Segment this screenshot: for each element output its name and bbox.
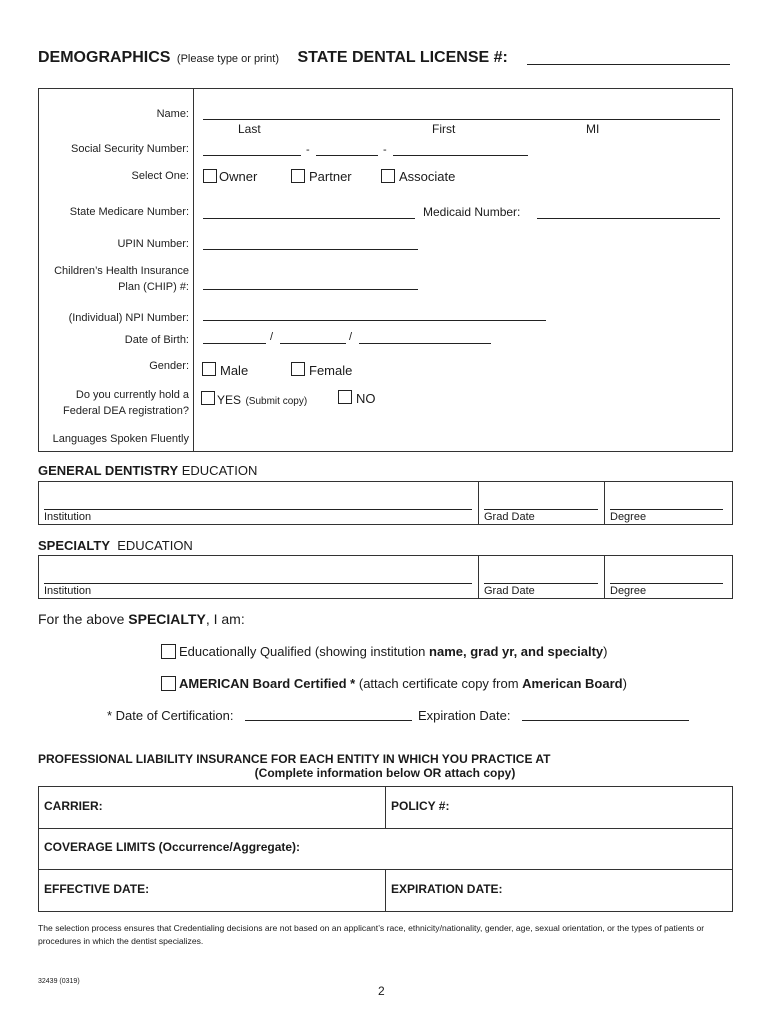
dea-label-line1: Do you currently hold a <box>75 389 189 401</box>
specialty-institution-caption: Institution <box>44 585 92 597</box>
dob-label: Date of Birth: <box>124 334 189 346</box>
name-last-caption: Last <box>238 122 261 136</box>
specialty-intro-bold: SPECIALTY <box>128 611 206 627</box>
specialty-education-table <box>38 555 733 599</box>
specialty-grad-date-field[interactable] <box>484 583 598 584</box>
ssn-separator-1: - <box>306 144 310 156</box>
select-one-label: Select One: <box>131 170 189 182</box>
effective-date-field[interactable]: EFFECTIVE DATE: <box>44 882 150 896</box>
name-mi-caption: MI <box>586 122 600 136</box>
dea-no-label: NO <box>356 391 376 406</box>
coverage-limits-field[interactable]: COVERAGE LIMITS (Occurrence/Aggregate): <box>44 840 301 854</box>
general-education-heading <box>38 463 257 478</box>
specialty-intro <box>38 611 245 627</box>
dea-yes-checkbox[interactable] <box>201 391 215 405</box>
name-label: Name: <box>156 108 189 120</box>
chip-field[interactable] <box>203 289 418 290</box>
male-checkbox[interactable] <box>202 362 216 376</box>
general-institution-caption: Institution <box>44 511 92 523</box>
female-checkbox[interactable] <box>291 362 305 376</box>
dea-yes-note: (Submit copy) <box>245 396 308 407</box>
board-bold: AMERICAN Board Certified * <box>179 676 356 691</box>
expiration-date-field[interactable]: EXPIRATION DATE: <box>391 882 503 896</box>
npi-field[interactable] <box>203 320 546 321</box>
dea-yes-label: YES <box>217 393 242 407</box>
specialty-education-heading <box>38 538 193 553</box>
general-degree-caption: Degree <box>610 511 647 523</box>
cert-expiration-field[interactable] <box>522 720 689 721</box>
edu-qual-pre: Educationally Qualified (showing institution <box>179 644 430 659</box>
board-post: ) <box>622 676 627 691</box>
ssn-segment-2[interactable] <box>316 155 378 156</box>
specialty-education-title-bold: SPECIALTY <box>38 538 110 553</box>
ssn-segment-1[interactable] <box>203 155 301 156</box>
specialty-education-title-rest: EDUCATION <box>110 538 193 553</box>
dob-day-field[interactable] <box>280 343 346 344</box>
ssn-label: Social Security Number: <box>71 143 189 155</box>
carrier-field[interactable]: CARRIER: <box>44 799 103 813</box>
general-education-title-rest: EDUCATION <box>178 463 258 478</box>
label-column <box>39 89 189 451</box>
insurance-col-divider-top <box>385 787 386 828</box>
insurance-table <box>38 786 733 912</box>
female-label: Female <box>309 363 353 378</box>
dea-no-checkbox[interactable] <box>338 390 352 404</box>
general-education-table <box>38 481 733 525</box>
page-header <box>38 49 508 67</box>
specialty-col-divider-2 <box>604 556 605 598</box>
specialty-institution-field[interactable] <box>44 583 472 584</box>
license-field[interactable] <box>527 64 730 65</box>
owner-label: Owner <box>219 169 258 184</box>
specialty-degree-caption: Degree <box>610 585 647 597</box>
specialty-intro-pre: For the above <box>38 611 129 627</box>
page-title: DEMOGRAPHICS <box>38 49 171 66</box>
edu-qual-bold: name, grad yr, and specialty <box>429 644 604 659</box>
dob-month-field[interactable] <box>203 343 266 344</box>
board-certified-label <box>179 676 627 691</box>
dob-separator-1: / <box>270 331 274 343</box>
label-column-divider <box>193 89 194 451</box>
board-mid: (attach certificate copy from <box>355 676 523 691</box>
medicare-field[interactable] <box>203 218 415 219</box>
demographics-box <box>38 88 733 452</box>
license-label: STATE DENTAL LICENSE #: <box>297 49 508 66</box>
dea-label-line2: Federal DEA registration? <box>63 405 189 417</box>
general-grad-date-caption: Grad Date <box>484 511 535 523</box>
associate-checkbox[interactable] <box>381 169 395 183</box>
board-certified-checkbox[interactable] <box>161 676 176 691</box>
upin-label: UPIN Number: <box>117 238 189 250</box>
associate-label: Associate <box>399 169 456 184</box>
policy-number-field[interactable]: POLICY #: <box>391 799 450 813</box>
ssn-separator-2: - <box>383 144 387 156</box>
medicare-label: State Medicare Number: <box>69 206 189 218</box>
name-first-caption: First <box>432 122 456 136</box>
cert-expiration-label: Expiration Date: <box>418 708 511 723</box>
medicaid-label: Medicaid Number: <box>423 205 521 219</box>
specialty-degree-field[interactable] <box>610 583 723 584</box>
general-degree-field[interactable] <box>610 509 723 510</box>
insurance-subtitle: (Complete information below OR attach copy) <box>254 766 516 780</box>
edu-qual-post: ) <box>603 644 608 659</box>
gender-label: Gender: <box>149 360 189 372</box>
educationally-qualified-checkbox[interactable] <box>161 644 176 659</box>
insurance-col-divider-bottom <box>385 869 386 911</box>
partner-label: Partner <box>309 169 352 184</box>
name-field[interactable] <box>203 119 720 120</box>
ssn-segment-3[interactable] <box>393 155 528 156</box>
specialty-intro-post: , I am: <box>205 611 245 627</box>
board-bold2: American Board <box>522 676 623 691</box>
disclaimer-text: The selection process ensures that Credentialing decisions are not based on an applicant’s race, ethnicity/nationality, gender, age, sexual orientation, or the types of patients or procedures in which the dentist specializes. <box>38 923 705 946</box>
dob-separator-2: / <box>349 331 353 343</box>
male-label: Male <box>220 363 249 378</box>
dob-year-field[interactable] <box>359 343 491 344</box>
general-education-title-bold: GENERAL DENTISTRY <box>38 463 179 478</box>
form-code: 32439 (0319) <box>38 978 80 985</box>
date-of-certification-label: * Date of Certification: <box>107 708 234 723</box>
dea-yes-option <box>217 391 307 409</box>
chip-label-line1: Children’s Health Insurance <box>54 265 189 277</box>
educationally-qualified-label <box>179 644 608 659</box>
insurance-title: PROFESSIONAL LIABILITY INSURANCE FOR EACH ENTITY IN WHICH YOU PRACTICE AT <box>38 752 551 766</box>
languages-label: Languages Spoken Fluently <box>52 433 189 445</box>
upin-field[interactable] <box>203 249 418 250</box>
general-col-divider-1 <box>478 482 479 524</box>
page-number: 2 <box>378 984 385 998</box>
chip-label-line2: Plan (CHIP) #: <box>118 281 189 293</box>
general-grad-date-field[interactable] <box>484 509 598 510</box>
insurance-row-divider-1 <box>39 828 732 829</box>
npi-label: (Individual) NPI Number: <box>68 312 189 324</box>
general-institution-field[interactable] <box>44 509 472 510</box>
owner-checkbox[interactable] <box>203 169 217 183</box>
specialty-col-divider-1 <box>478 556 479 598</box>
medicaid-field[interactable] <box>537 218 720 219</box>
page-subtitle: (Please type or print) <box>176 53 280 65</box>
date-of-certification-field[interactable] <box>245 720 412 721</box>
specialty-grad-date-caption: Grad Date <box>484 585 535 597</box>
partner-checkbox[interactable] <box>291 169 305 183</box>
general-col-divider-2 <box>604 482 605 524</box>
